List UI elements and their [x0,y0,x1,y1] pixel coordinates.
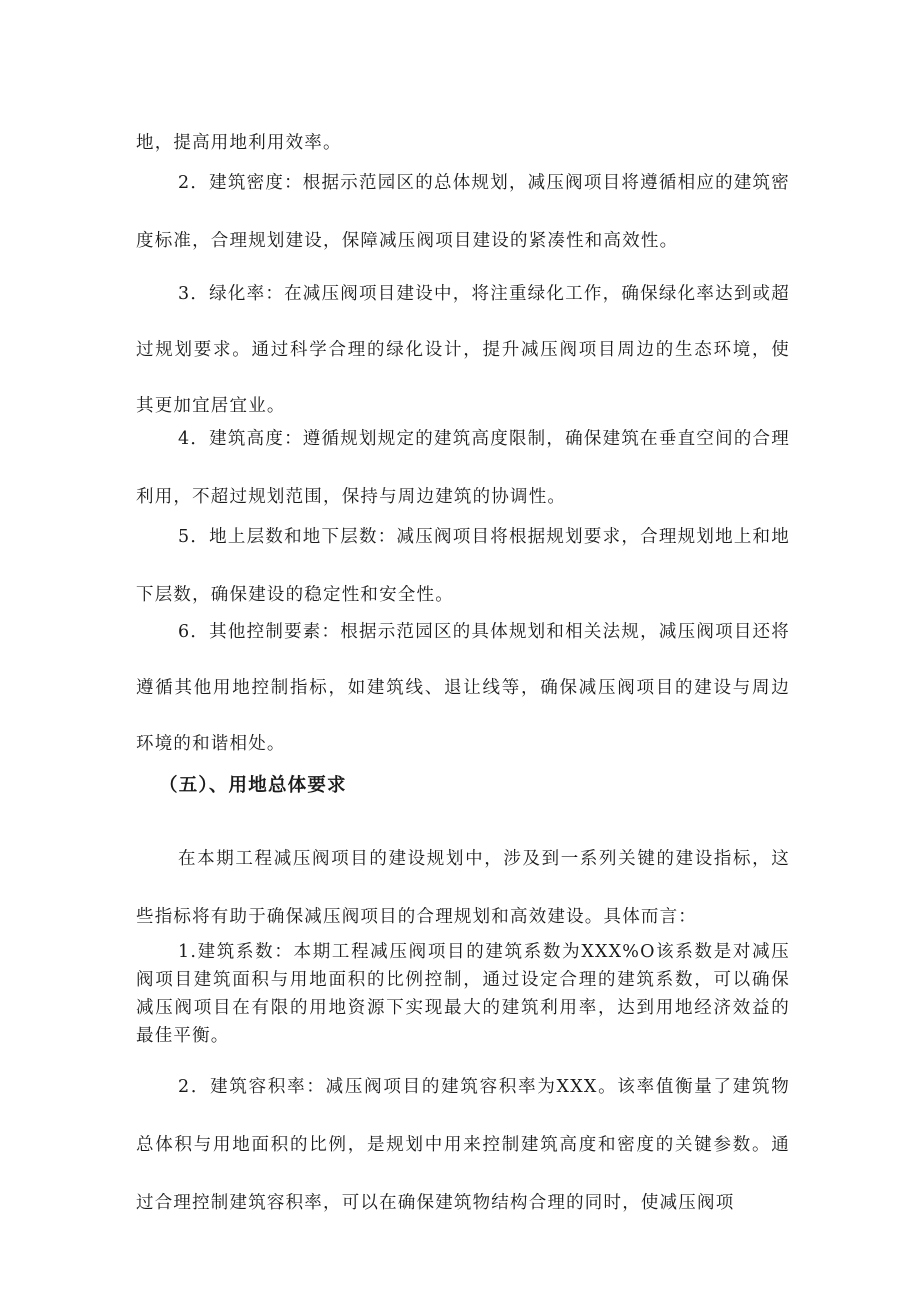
paragraph-floor-area-ratio: 2．建筑容积率：减压阀项目的建筑容积率为XXX。该率值衡量了建筑物总体积与用地面积的比例，是规划中用来控制建筑高度和密度的关键参数。通过合理控制建筑容积率，可以在确保建筑物结构合理的同时，使减压阀项 [136,1077,790,1213]
paragraph-building-density: 2．建筑密度：根据示范园区的总体规划，减压阀项目将遵循相应的建筑密度标准，合理规划建设，保障减压阀项目建设的紧凑性和高效性。 [136,173,790,251]
paragraph-greening-rate: 3．绿化率：在减压阀项目建设中，将注重绿化工作，确保绿化率达到或超过规划要求。通过科学合理的绿化设计，提升减压阀项目周边的生态环境，使其更加宜居宜业。 [136,284,790,416]
paragraph-building-coefficient: 1.建筑系数：本期工程减压阀项目的建筑系数为XXX%O该系数是对减压阀项目建筑面积与用地面积的比例控制，通过设定合理的建筑系数，可以确保减压阀项目在有限的用地资源下实现最大的建筑利用率，达到用地经济效益的最佳平衡。 [136,942,790,1046]
paragraph-section-intro: 在本期工程减压阀项目的建设规划中，涉及到一系列关键的建设指标，这些指标将有助于确保减压阀项目的合理规划和高效建设。具体而言： [136,849,790,927]
section-heading: （五）、用地总体要求 [159,775,347,796]
paragraph-continuation: 地，提高用地利用效率。 [136,133,342,153]
paragraph-floor-count: 5．地上层数和地下层数：减压阀项目将根据规划要求，合理规划地上和地下层数，确保建设的稳定性和安全性。 [136,527,790,605]
paragraph-other-controls: 6．其他控制要素：根据示范园区的具体规划和相关法规，减压阀项目还将遵循其他用地控制指标，如建筑线、退让线等，确保减压阀项目的建设与周边环境的和谐相处。 [136,622,790,754]
paragraph-building-height: 4．建筑高度：遵循规划规定的建筑高度限制，确保建筑在垂直空间的合理利用，不超过规划范围，保持与周边建筑的协调性。 [136,429,790,507]
